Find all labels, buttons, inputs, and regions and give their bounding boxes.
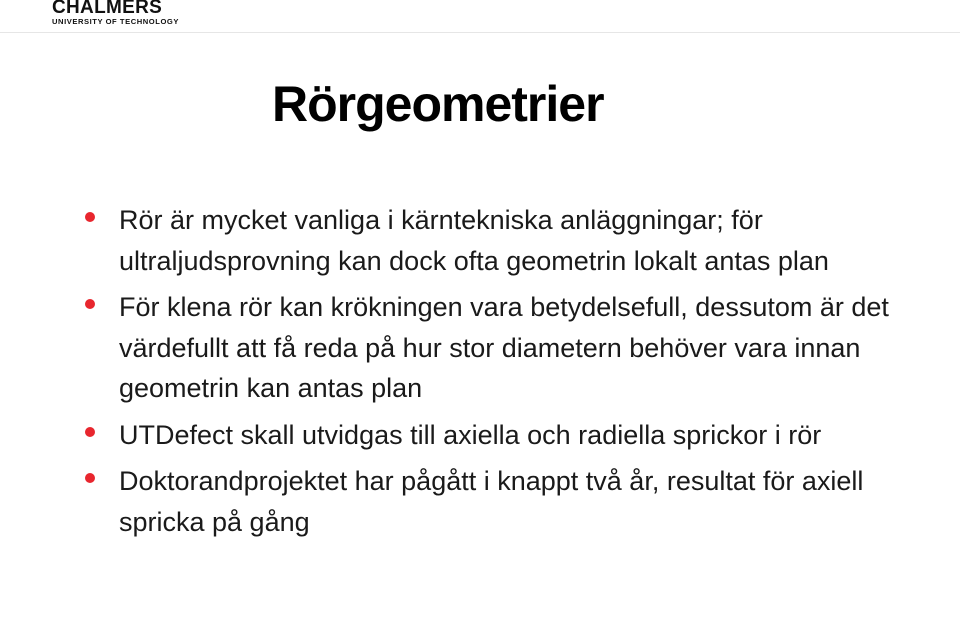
bullet-text: För klena rör kan krökningen vara betydelsefull, dessutom är det värdefullt att få reda på hur stor diametern behöver vara innan geometrin kan antas plan [119,292,889,403]
bullet-dot-icon [85,212,95,222]
slide-header [0,0,960,33]
bullet-item [84,287,944,409]
bullet-item [84,461,944,542]
logo-name: CHALMERS [52,0,163,18]
bullet-item [84,415,944,456]
bullet-text: Rör är mycket vanliga i kärntekniska anläggningar; för ultraljudsprovning kan dock ofta geometrin lokalt antas plan [119,205,829,276]
bullet-dot-icon [85,299,95,309]
bullet-item [84,200,944,281]
logo-subtitle: UNIVERSITY OF TECHNOLOGY [52,17,179,26]
bullet-text: UTDefect skall utvidgas till axiella och radiella sprickor i rör [119,419,822,450]
bullet-dot-icon [85,473,95,483]
chalmers-logo [52,0,202,30]
slide-title: Rörgeometrier [272,76,604,132]
bullet-list [84,200,944,548]
bullet-text: Doktorandprojektet har pågått i knappt två år, resultat för axiell spricka på gång [119,466,864,537]
bullet-dot-icon [85,427,95,437]
